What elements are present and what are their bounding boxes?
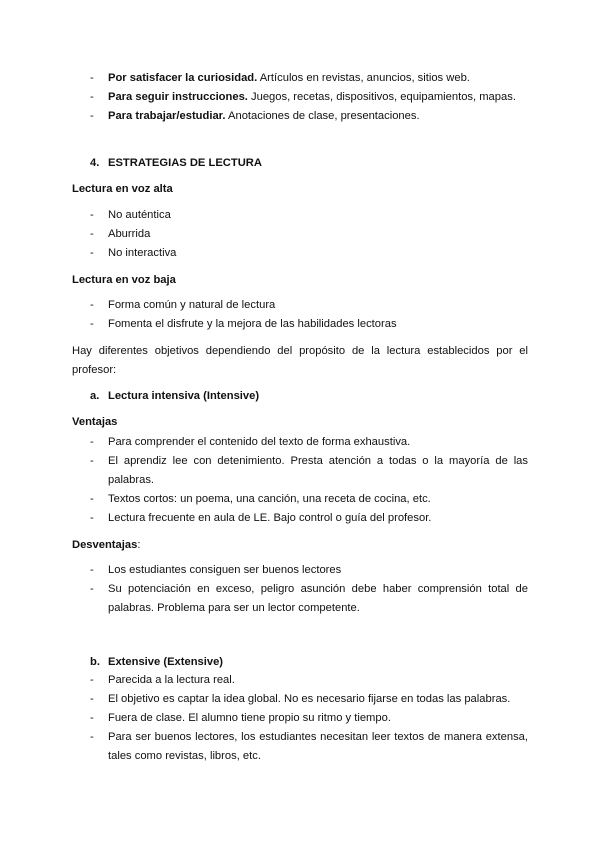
list-item-text: El objetivo es captar la idea global. No es necesario fijarse en todas las palabras. bbox=[108, 693, 511, 705]
list-item bbox=[72, 671, 528, 690]
list-item bbox=[72, 561, 528, 580]
list-dash: - bbox=[90, 110, 94, 122]
list-dash: - bbox=[90, 299, 94, 311]
list-item-text: Para comprender el contenido del texto de forma exhaustiva. bbox=[108, 436, 411, 448]
list-dash: - bbox=[90, 228, 94, 240]
list-dash: - bbox=[90, 712, 94, 724]
list-item-text: Para ser buenos lectores, los estudiantes necesitan leer textos de manera extensa, tales como revistas, libros, etc. bbox=[108, 731, 528, 762]
list-item-text: Los estudiantes consiguen ser buenos lectores bbox=[108, 564, 342, 576]
subsection-title-intensive: Lectura intensiva (Intensive) bbox=[108, 390, 260, 402]
list-item bbox=[72, 690, 528, 709]
list-item bbox=[72, 69, 528, 88]
list-dash: - bbox=[90, 493, 94, 505]
subheading-voz-baja: Lectura en voz baja bbox=[72, 274, 176, 286]
list-item-text: Forma común y natural de lectura bbox=[108, 299, 276, 311]
list-item bbox=[72, 225, 528, 244]
list-item bbox=[72, 206, 528, 225]
list-item-text: Textos cortos: un poema, una canción, una receta de cocina, etc. bbox=[108, 493, 431, 505]
list-item-text: Parecida a la lectura real. bbox=[108, 674, 235, 686]
subsection-letter: a. bbox=[90, 390, 100, 402]
subheading-desventajas: Desventajas: bbox=[72, 539, 141, 551]
list-dash: - bbox=[90, 731, 94, 743]
list-item-bold: Para seguir instrucciones. bbox=[108, 91, 248, 103]
section-title-wrap bbox=[108, 156, 262, 170]
intro-paragraph: Hay diferentes objetivos dependiendo del propósito de la lectura establecidos por el profesor: bbox=[72, 345, 528, 376]
list-item bbox=[72, 88, 528, 107]
list-dash: - bbox=[90, 564, 94, 576]
list-item-text: Artículos en revistas, anuncios, sitios web. bbox=[257, 72, 470, 84]
subheading-ventajas: Ventajas bbox=[72, 416, 118, 428]
list-dash: - bbox=[90, 436, 94, 448]
list-item-bold: Por satisfacer la curiosidad. bbox=[108, 72, 258, 84]
list-item bbox=[72, 452, 528, 490]
list-item bbox=[72, 244, 528, 263]
list-dash: - bbox=[90, 674, 94, 686]
section-title: ESTRATEGIAS DE LECTURA bbox=[108, 157, 262, 169]
list-item bbox=[72, 709, 528, 728]
list-dash: - bbox=[90, 455, 94, 467]
list-dash: - bbox=[90, 91, 94, 103]
list-item-text: Fomenta el disfrute y la mejora de las habilidades lectoras bbox=[108, 318, 397, 330]
section-heading bbox=[90, 156, 99, 170]
list-item bbox=[72, 728, 528, 766]
list-item-text: Lectura frecuente en aula de LE. Bajo control o guía del profesor. bbox=[108, 512, 432, 524]
list-dash: - bbox=[90, 72, 94, 84]
list-item bbox=[72, 580, 528, 618]
list-item-text: Su potenciación en exceso, peligro asunción debe haber comprensión total de palabras. Problema para ser un lector competente. bbox=[108, 583, 528, 614]
list-item-text: El aprendiz lee con detenimiento. Presta atención a todas o la mayoría de las palabras. bbox=[108, 455, 528, 486]
list-item bbox=[72, 509, 528, 528]
list-dash: - bbox=[90, 209, 94, 221]
subheading-voz-alta: Lectura en voz alta bbox=[72, 183, 173, 195]
list-item bbox=[72, 315, 528, 334]
list-item-text: Anotaciones de clase, presentaciones. bbox=[225, 110, 420, 122]
list-item-text: No auténtica bbox=[108, 209, 171, 221]
list-item bbox=[72, 107, 528, 126]
list-item-text: Fuera de clase. El alumno tiene propio su ritmo y tiempo. bbox=[108, 712, 391, 724]
list-dash: - bbox=[90, 318, 94, 330]
list-item bbox=[72, 296, 528, 315]
list-item bbox=[72, 490, 528, 509]
list-item bbox=[72, 433, 528, 452]
list-item-text: Aburrida bbox=[108, 228, 151, 240]
list-dash: - bbox=[90, 512, 94, 524]
list-dash: - bbox=[90, 693, 94, 705]
subsection-title-extensive: Extensive (Extensive) bbox=[108, 656, 224, 668]
list-dash: - bbox=[90, 247, 94, 259]
list-item-text: No interactiva bbox=[108, 247, 177, 259]
list-item-bold: Para trabajar/estudiar. bbox=[108, 110, 226, 122]
list-item-text: Juegos, recetas, dispositivos, equipamientos, mapas. bbox=[247, 91, 516, 103]
list-dash: - bbox=[90, 583, 94, 595]
subsection-letter: b. bbox=[90, 656, 100, 668]
section-number: 4. bbox=[90, 157, 100, 169]
